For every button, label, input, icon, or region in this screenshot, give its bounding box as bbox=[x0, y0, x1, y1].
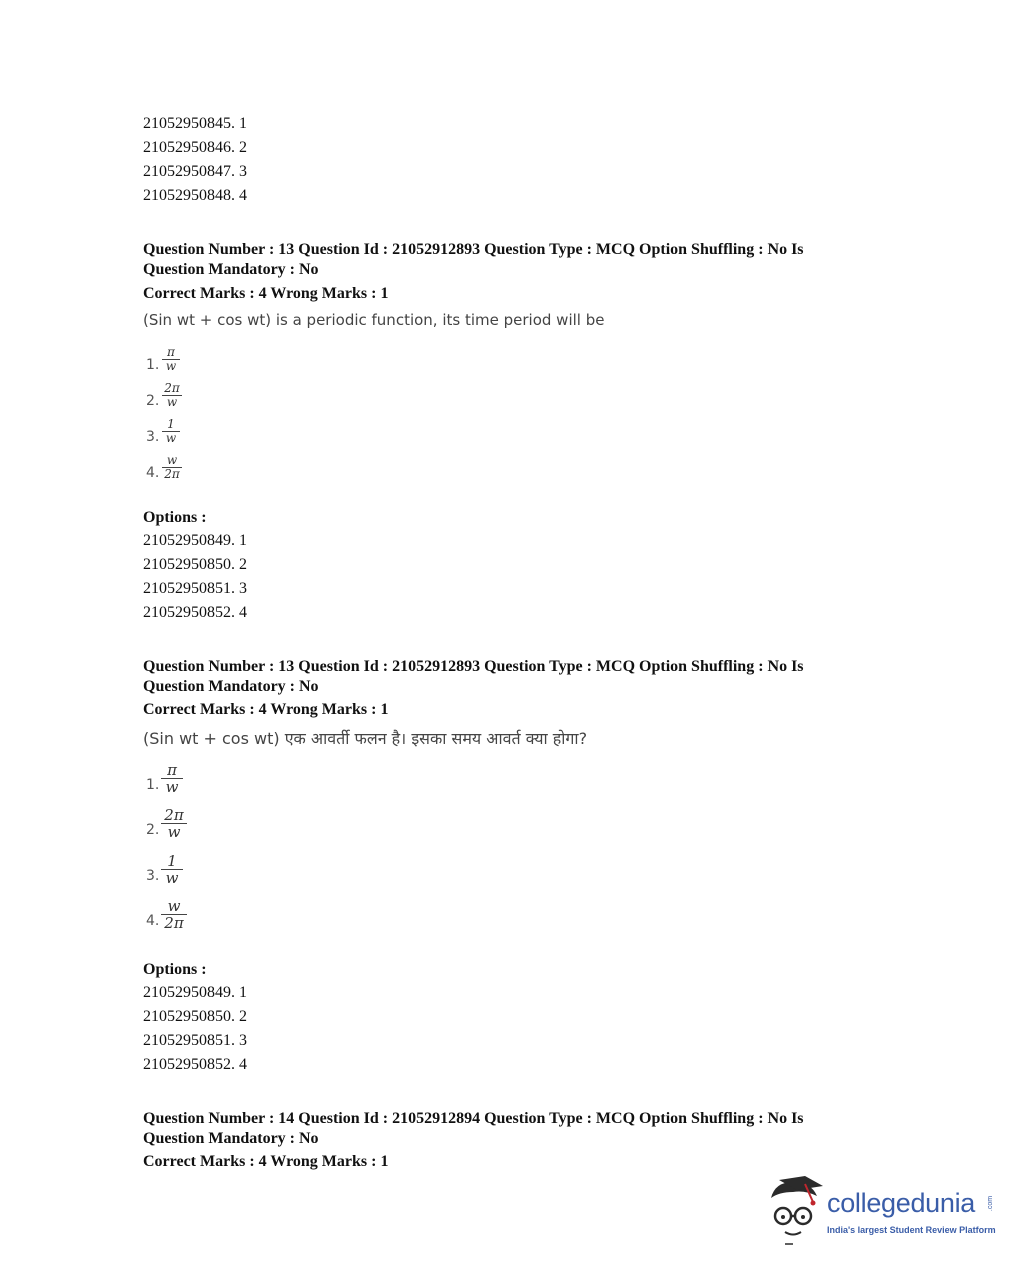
question-header-cont: Question Mandatory : No bbox=[143, 1130, 319, 1147]
options-label: Options : bbox=[143, 509, 207, 526]
question-text: (Sin wt + cos wt) एक आवर्ती फलन है। इसका समय आवर्त क्या होगा? bbox=[143, 729, 588, 748]
choice-fraction: 2π w bbox=[162, 382, 182, 409]
choice-label: 4. bbox=[146, 913, 160, 929]
choice-fraction: 1 w bbox=[161, 853, 183, 886]
choice-label: 4. bbox=[146, 465, 160, 481]
choice-fraction: π w bbox=[162, 346, 180, 373]
choice-fraction: 1 w bbox=[162, 418, 180, 445]
question-header-cont: Question Mandatory : No bbox=[143, 261, 319, 278]
option-line: 21052950849. 1 bbox=[143, 532, 247, 549]
choice-label: 1. bbox=[146, 777, 160, 793]
choice-fraction: 2π w bbox=[161, 807, 187, 840]
option-line: 21052950850. 2 bbox=[143, 1008, 247, 1025]
logo-domain: .com bbox=[987, 1195, 995, 1212]
question-header: Question Number : 13 Question Id : 21052912893 Question Type : MCQ Option Shuffling : No Is bbox=[143, 241, 804, 258]
mascot-icon bbox=[765, 1176, 825, 1246]
choice-label: 1. bbox=[146, 357, 160, 373]
question-header: Question Number : 13 Question Id : 21052912893 Question Type : MCQ Option Shuffling : No Is bbox=[143, 658, 804, 675]
collegedunia-logo bbox=[765, 1176, 995, 1246]
option-line: 21052950851. 3 bbox=[143, 1032, 247, 1049]
choice-label: 2. bbox=[146, 393, 160, 409]
option-line: 21052950850. 2 bbox=[143, 556, 247, 573]
options-label: Options : bbox=[143, 961, 207, 978]
logo-wordmark: collegedunia bbox=[827, 1188, 976, 1218]
option-line: 21052950847. 3 bbox=[143, 163, 247, 180]
option-line: 21052950851. 3 bbox=[143, 580, 247, 597]
choice-label: 3. bbox=[146, 429, 160, 445]
logo-tagline: India's largest Student Review Platform bbox=[827, 1225, 996, 1235]
option-line: 21052950846. 2 bbox=[143, 139, 247, 156]
option-line: 21052950848. 4 bbox=[143, 187, 247, 204]
option-line: 21052950849. 1 bbox=[143, 984, 247, 1001]
choice-label: 3. bbox=[146, 868, 160, 884]
choice-fraction: w 2π bbox=[161, 898, 187, 931]
option-line: 21052950852. 4 bbox=[143, 1056, 247, 1073]
question-marks: Correct Marks : 4 Wrong Marks : 1 bbox=[143, 285, 389, 302]
question-marks: Correct Marks : 4 Wrong Marks : 1 bbox=[143, 1153, 389, 1170]
option-line: 21052950852. 4 bbox=[143, 604, 247, 621]
choice-fraction: π w bbox=[161, 762, 183, 795]
option-line: 21052950845. 1 bbox=[143, 115, 247, 132]
question-text: (Sin wt + cos wt) is a periodic function, its time period will be bbox=[143, 311, 605, 329]
choice-label: 2. bbox=[146, 822, 160, 838]
question-header-cont: Question Mandatory : No bbox=[143, 678, 319, 695]
question-header: Question Number : 14 Question Id : 21052912894 Question Type : MCQ Option Shuffling : No Is bbox=[143, 1110, 804, 1127]
question-marks: Correct Marks : 4 Wrong Marks : 1 bbox=[143, 701, 389, 718]
choice-fraction: w 2π bbox=[162, 454, 182, 481]
